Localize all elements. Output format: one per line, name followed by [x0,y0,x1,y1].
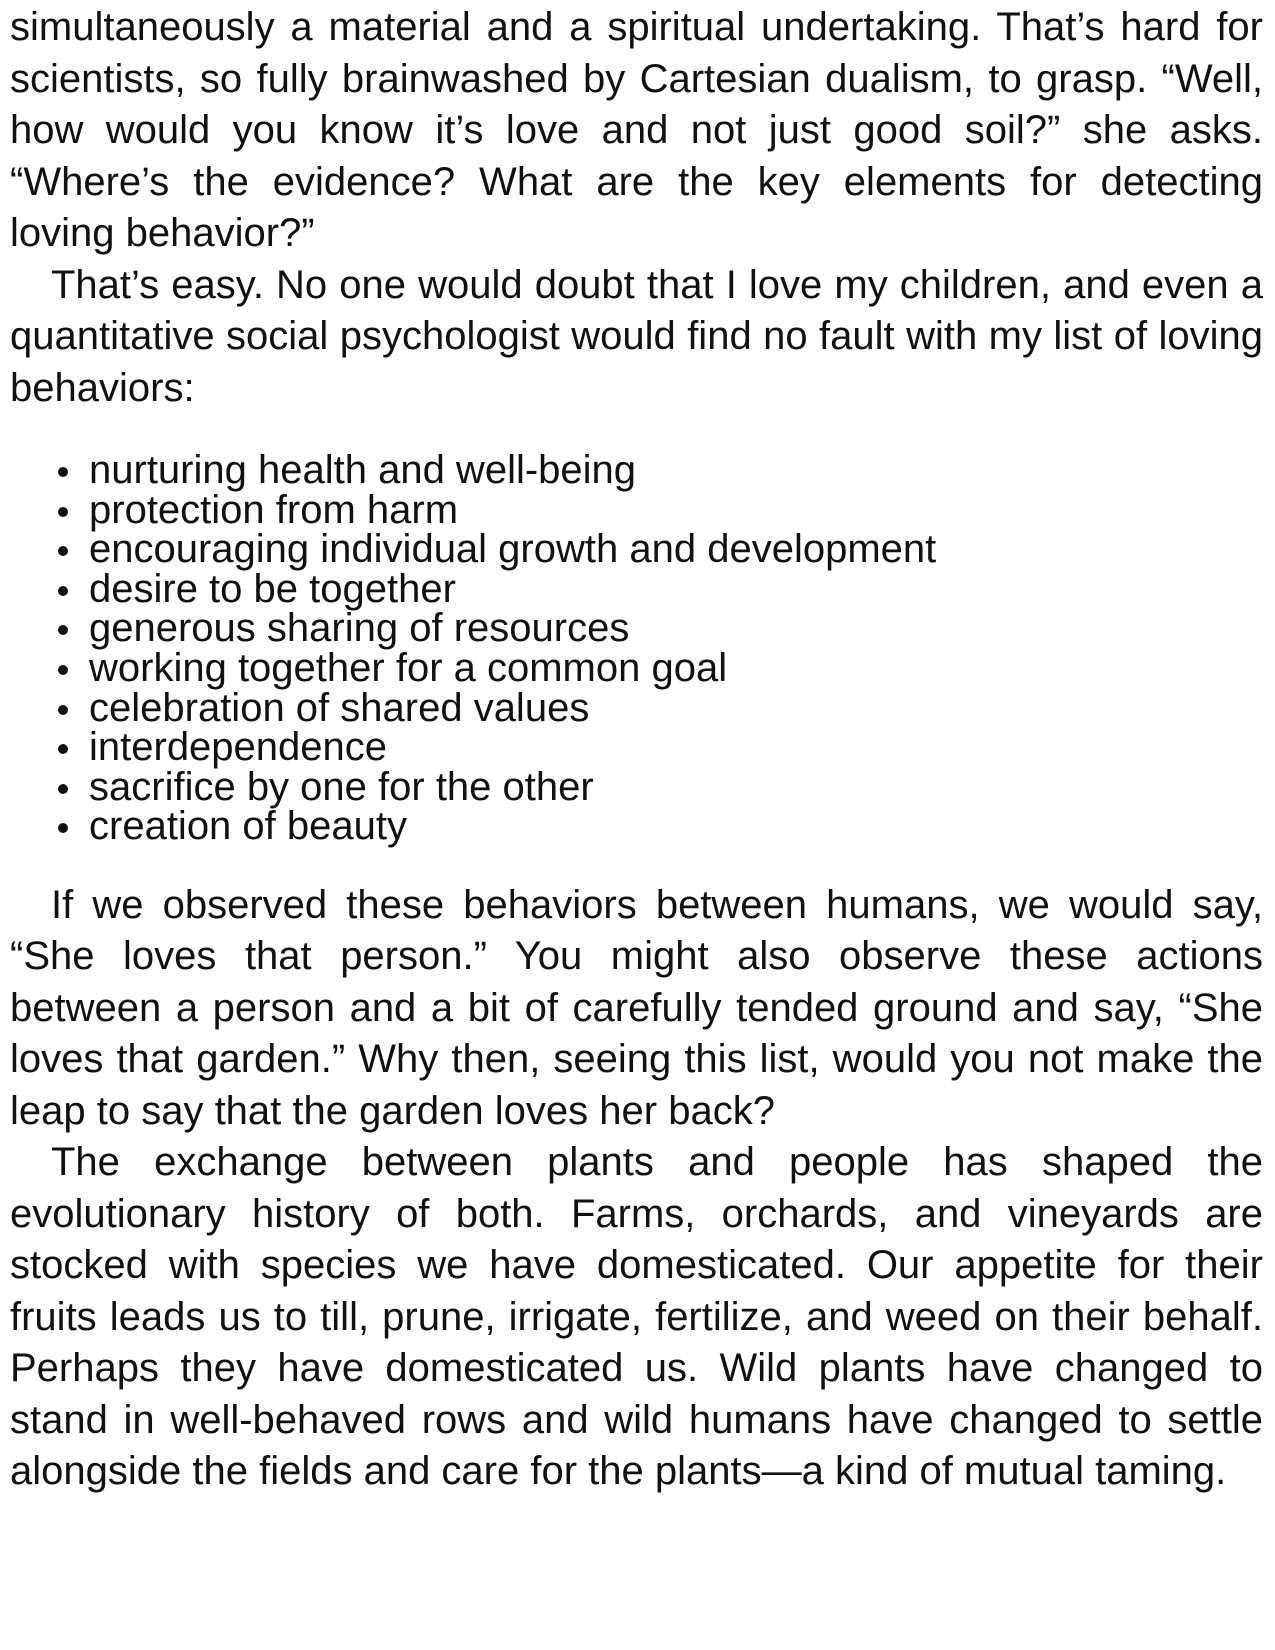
list-item [10,527,1263,572]
list-item [10,566,1263,611]
bullet-icon [58,467,68,477]
list-item-text: generous sharing of resources [89,606,630,651]
list-item-text: sacrifice by one for the other [89,764,594,809]
bullet-icon [58,784,68,794]
list-item-text: celebration of shared values [89,685,590,730]
list-item-text: protection from harm [89,487,459,532]
bullet-icon [58,586,68,596]
paragraph-garden-loves-back: If we observed these behaviors between humans, we would say, “She loves that person.” You might also observe these actions between a person and a bit of carefully tended ground and say, “She loves that garden.” Why then, seeing this list, would you not make the leap to say that the garden loves her back? [10,882,1263,1133]
list-item [10,606,1263,651]
bullet-icon [58,823,68,833]
list-item [10,448,1263,492]
bullet-icon [58,744,68,754]
list-item [10,685,1263,730]
paragraph-continuation: simultaneously a material and a spiritual undertaking. That’s hard for scientists, so fully brainwashed by Cartesian dualism, to grasp. “Well, how would you know it’s love and not just good soil?” she asks. “Where’s the evidence? What are the key elements for detecting loving behavior?” [10,5,1263,255]
bullet-icon [58,507,68,517]
bullet-icon [58,625,68,635]
bullet-icon [58,705,68,715]
bullet-icon [58,665,68,675]
bullet-icon [58,546,68,556]
loving-behaviors-list [10,448,1263,849]
list-item-text: encouraging individual growth and development [89,527,937,572]
paragraph-mutual-taming: The exchange between plants and people has shaped the evolutionary history of both. Farms, orchards, and vineyards are stocked with species we have domesticated. Our appetite for their fruits leads us to till, prune, irrigate, fertilize, and weed on their behalf. Perhaps they have domesticated us. Wild plants have changed to stand in well-behaved rows and wild humans have changed to settle alongside the fields and care for the plants—a kind of mutual taming. [10,1140,1263,1494]
list-item-text: nurturing health and well-being [89,448,637,492]
list-item-text: desire to be together [89,566,456,611]
list-item-text: creation of beauty [89,804,407,849]
list-item [10,804,1263,849]
list-item-text: working together for a common goal [89,645,728,690]
list-item [10,645,1263,690]
list-item [10,764,1263,809]
document-page [10,0,1263,1498]
paragraph-loving-behaviors-intro: That’s easy. No one would doubt that I love my children, and even a quantitative social psychologist would find no fault with my list of loving behaviors: [10,262,1263,410]
list-item-text: interdependence [89,725,388,770]
list-item [10,725,1263,770]
list-item [10,487,1263,532]
